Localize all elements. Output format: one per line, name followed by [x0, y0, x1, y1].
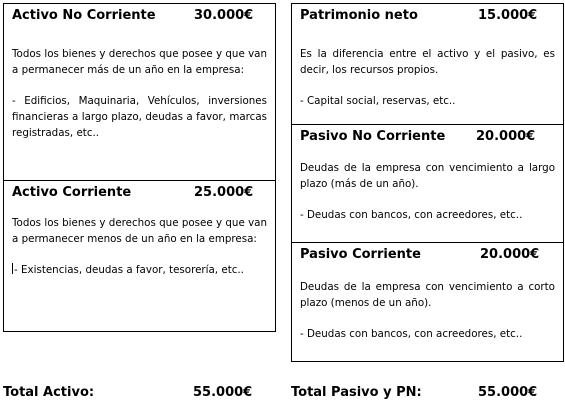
activo-corriente-amount: 25.000€ — [194, 185, 254, 200]
patrimonio-neto-description: Es la diferencia entre el activo y el pasivo, es decir, los recursos propios. — [300, 48, 555, 76]
activo-no-corriente-examples: - Edificios, Maquinaria, Vehículos, inversiones financieras a largo plazo, deudas a favor, marcas registradas, etc.. — [12, 95, 267, 139]
patrimonio-neto-title: Patrimonio neto — [300, 8, 418, 23]
pasivo-box — [291, 3, 564, 362]
pasivo-corriente-title: Pasivo Corriente — [300, 247, 421, 262]
patrimonio-neto-header — [300, 8, 555, 23]
activo-no-corriente-header — [12, 8, 267, 23]
activo-corriente-description: Todos los bienes y derechos que posee y que van a permanecer menos de un año en la empresa: — [12, 217, 267, 245]
activo-no-corriente-body — [12, 47, 267, 141]
pasivo-corriente-header — [300, 247, 555, 262]
pasivo-no-corriente-examples: - Deudas con bancos, con acreedores, etc.. — [300, 209, 523, 222]
activo-no-corriente-amount: 30.000€ — [194, 8, 254, 23]
pasivo-corriente-description: Deudas de la empresa con vencimiento a corto plazo (menos de un año). — [300, 281, 555, 309]
total-activo-label: Total Activo: — [3, 385, 95, 400]
pasivo-no-corriente-title: Pasivo No Corriente — [300, 129, 446, 144]
pasivo-corriente-amount: 20.000€ — [480, 247, 540, 262]
pasivo-no-corriente-section — [292, 124, 563, 242]
pasivo-corriente-examples: - Deudas con bancos, con acreedores, etc.. — [300, 328, 523, 341]
patrimonio-neto-amount: 15.000€ — [478, 8, 538, 23]
activo-no-corriente-title: Activo No Corriente — [12, 8, 156, 23]
activo-no-corriente-section — [4, 4, 275, 180]
pasivo-corriente-body — [300, 280, 555, 343]
activo-corriente-section — [4, 180, 275, 332]
activo-corriente-examples: - Existencias, deudas a favor, tesorería, etc.. — [14, 264, 244, 277]
activo-no-corriente-description: Todos los bienes y derechos que posee y que van a permanecer más de un año en la empresa: — [12, 48, 267, 76]
activo-corriente-examples-line — [12, 263, 267, 279]
activo-corriente-title: Activo Corriente — [12, 185, 132, 200]
total-pasivo-amount: 55.000€ — [478, 385, 538, 400]
pasivo-no-corriente-description: Deudas de la empresa con vencimiento a largo plazo (más de un año). — [300, 162, 555, 190]
total-pasivo-label: Total Pasivo y PN: — [291, 385, 422, 400]
text-cursor — [12, 263, 13, 274]
activo-corriente-body — [12, 216, 267, 279]
pasivo-no-corriente-header — [300, 129, 555, 144]
total-activo-amount: 55.000€ — [193, 385, 253, 400]
pasivo-corriente-section — [292, 242, 563, 362]
patrimonio-neto-body — [300, 47, 555, 110]
patrimonio-neto-examples: - Capital social, reservas, etc.. — [300, 95, 456, 108]
pasivo-no-corriente-body — [300, 161, 555, 224]
activo-corriente-header — [12, 185, 267, 200]
pasivo-no-corriente-amount: 20.000€ — [476, 129, 536, 144]
activo-box — [3, 3, 276, 332]
patrimonio-neto-section — [292, 4, 563, 124]
